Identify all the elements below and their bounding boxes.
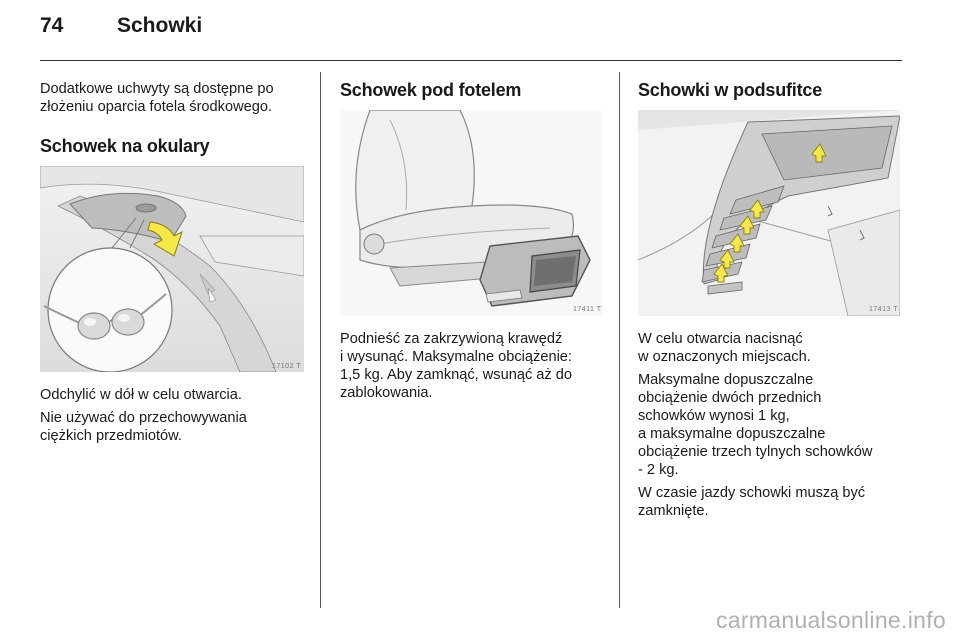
col2-para-1-line-4: zablokowania.	[340, 385, 433, 401]
col1-para-1-line-1: Odchylić w dół w celu otwarcia.	[40, 387, 242, 403]
col1-para-2-line-1: Nie używać do przechowywania	[40, 410, 247, 426]
col3-para-2-line-1: Maksymalne dopuszczalne	[638, 372, 814, 388]
col3-para-2-line-4: a maksymalne dopuszczalne	[638, 426, 826, 442]
col1-para-2-line-2: ciężkich przedmiotów.	[40, 428, 182, 444]
heading-headliner-compartments: Schowki w podsufitce	[638, 80, 823, 100]
header-rule	[40, 60, 902, 61]
figure-code-17102: 17102 T	[272, 363, 302, 370]
col3-para-1-line-1: W celu otwarcia nacisnąć	[638, 331, 803, 347]
page-number: 74	[40, 14, 64, 37]
intro-line-2: złożeniu oparcia fotela środkowego.	[40, 99, 273, 115]
col3-body	[638, 330, 910, 520]
col3-para-2-line-6: - 2 kg.	[638, 462, 679, 478]
col3-para-3-line-2: zamknięte.	[638, 503, 709, 519]
page-title: Schowki	[117, 14, 203, 37]
figure-glasses-compartment	[40, 166, 304, 372]
col2-para-1-line-1: Podnieść za zakrzywioną krawędź	[340, 331, 563, 347]
figure-code-17411: 17411 T	[573, 306, 602, 313]
col2-para-1-line-3: 1,5 kg. Aby zamknąć, wsunąć aż do	[340, 367, 573, 383]
col3-para-3-line-1: W czasie jazdy schowki muszą być	[638, 485, 866, 501]
col1-body	[40, 386, 312, 445]
intro-line-1: Dodatkowe uchwyty są dostępne po	[40, 81, 274, 97]
heading-glasses-compartment: Schowek na okulary	[40, 136, 210, 156]
col3-para-2-line-5: obciążenie trzech tylnych schowków	[638, 444, 873, 460]
col2-body	[340, 330, 612, 402]
watermark[interactable]: carmanualsonline.info	[715, 607, 946, 633]
heading-under-seat-drawer: Schowek pod fotelem	[340, 80, 522, 100]
intro-text	[40, 80, 312, 116]
figure-under-seat-drawer	[340, 110, 602, 316]
col2-para-1-line-2: i wysunąć. Maksymalne obciążenie:	[340, 349, 572, 365]
col3-para-1-line-2: w oznaczonych miejscach.	[638, 349, 811, 365]
col3-para-2-line-2: obciążenie dwóch przednich	[638, 390, 822, 406]
figure-code-17413: 17413 T	[869, 306, 899, 313]
col3-para-2-line-3: schowków wynosi 1 kg,	[638, 408, 790, 424]
column-divider-2	[619, 72, 620, 608]
figure-headliner-compartments	[638, 110, 900, 316]
column-divider-1	[320, 72, 321, 608]
